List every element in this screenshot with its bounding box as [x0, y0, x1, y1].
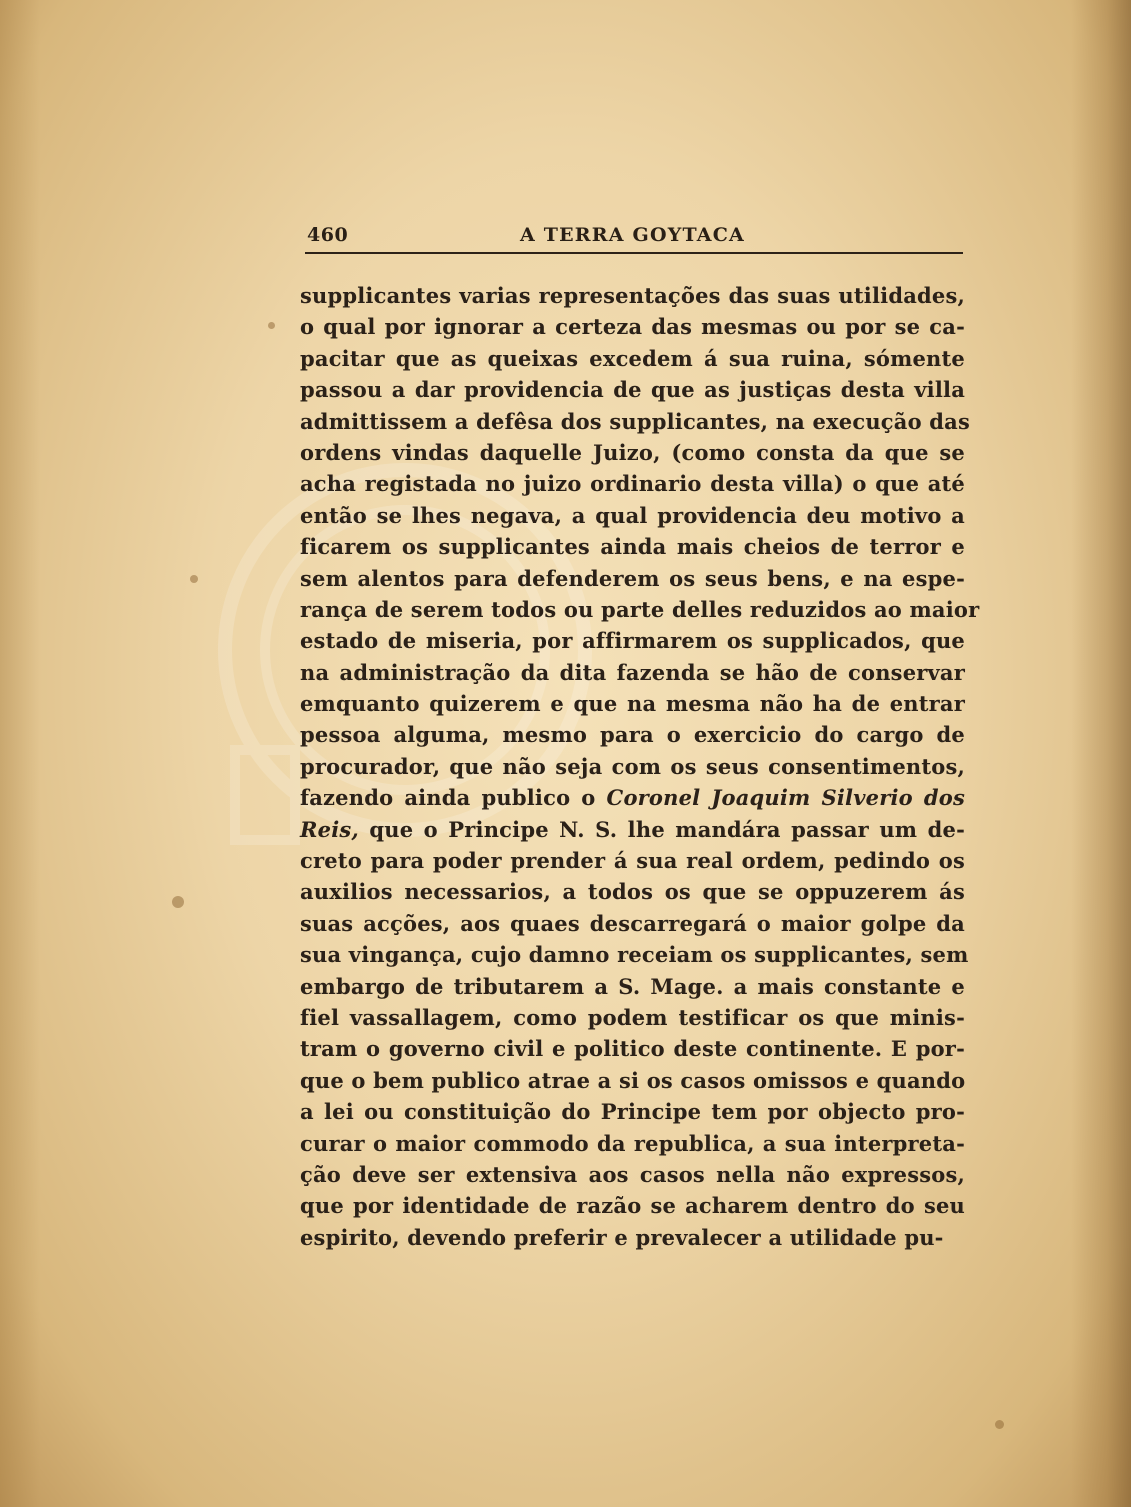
paper-stain: [190, 575, 198, 583]
text-line: curar o maior commodo da republica, a sua interpreta-: [300, 1130, 965, 1156]
text-line: rança de serem todos ou parte delles reduzidos ao maior: [300, 596, 980, 622]
text-line: que por identidade de razão se acharem dentro do seu: [300, 1193, 965, 1219]
text-line: fiel vassallagem, como podem testificar os que minis-: [300, 1004, 965, 1030]
text-line: a lei ou constituição do Principe tem por objecto pro-: [300, 1099, 965, 1125]
text-line: o qual por ignorar a certeza das mesmas ou por se ca-: [300, 314, 965, 340]
text-line: creto para poder prender á sua real ordem, pedindo os: [300, 848, 965, 874]
text-line: ficarem os supplicantes ainda mais cheios de terror e: [300, 534, 965, 560]
text-line: ordens vindas daquelle Juizo, (como consta da que se: [300, 439, 965, 465]
running-title: A TERRA GOYTACA: [520, 224, 745, 246]
text-line: [300, 814, 965, 845]
text-line: embargo de tributarem a S. Mage. a mais constante e: [300, 973, 965, 999]
text-line: acha registada no juizo ordinario desta villa) o que até: [300, 471, 965, 497]
text-line: na administração da dita fazenda se hão de conservar: [300, 659, 965, 685]
text-line: [300, 782, 965, 813]
text-line: passou a dar providencia de que as justiças desta villa: [300, 377, 965, 403]
text-line: estado de miseria, por affirmarem os supplicados, que: [300, 628, 965, 654]
text-line: procurador, que não seja com os seus consentimentos,: [300, 753, 965, 779]
body-text: [300, 280, 980, 1253]
text-line: emquanto quizerem e que na mesma não ha de entrar: [300, 691, 965, 717]
text-line: auxilios necessarios, a todos os que se oppuzerem ás: [300, 879, 965, 905]
text-line: que o bem publico atrae a si os casos omissos e quando: [300, 1067, 966, 1093]
text-run: que o Principe N. S. lhe mandára passar um de-: [358, 816, 965, 842]
text-run: fazendo ainda publico o: [300, 785, 607, 811]
paper-stain: [995, 1420, 1004, 1429]
page-number: 460: [307, 224, 349, 246]
page-edge-shadow-right: [1071, 0, 1131, 1507]
italic-name: Coronel Joaquim Silverio dos: [606, 785, 965, 811]
text-line: então se lhes negava, a qual providencia deu motivo a: [300, 502, 965, 528]
page-edge-shadow-left: [0, 0, 40, 1507]
text-line: admittissem a defêsa dos supplicantes, na execução das: [300, 408, 971, 434]
text-line: sua vingança, cujo damno receiam os supplicantes, sem: [300, 942, 969, 968]
text-line: tram o governo civil e politico deste continente. E por-: [300, 1036, 965, 1062]
italic-name: Reis,: [300, 816, 359, 842]
text-line: supplicantes varias representações das suas utilidades,: [300, 283, 965, 308]
text-line: espirito, devendo preferir e prevalecer a utilidade pu-: [300, 1224, 944, 1250]
text-line: ção deve ser extensiva aos casos nella não expressos,: [300, 1161, 965, 1187]
paper-stain: [172, 896, 184, 908]
text-line: pessoa alguma, mesmo para o exercicio do cargo de: [300, 722, 965, 748]
text-line: sem alentos para defenderem os seus bens, e na espe-: [300, 565, 965, 591]
text-line: suas acções, aos quaes descarregará o maior golpe da: [300, 910, 965, 936]
text-line: pacitar que as queixas excedem á sua ruina, sómente: [300, 345, 965, 371]
running-header: [305, 224, 963, 254]
paper-stain: [268, 322, 275, 329]
